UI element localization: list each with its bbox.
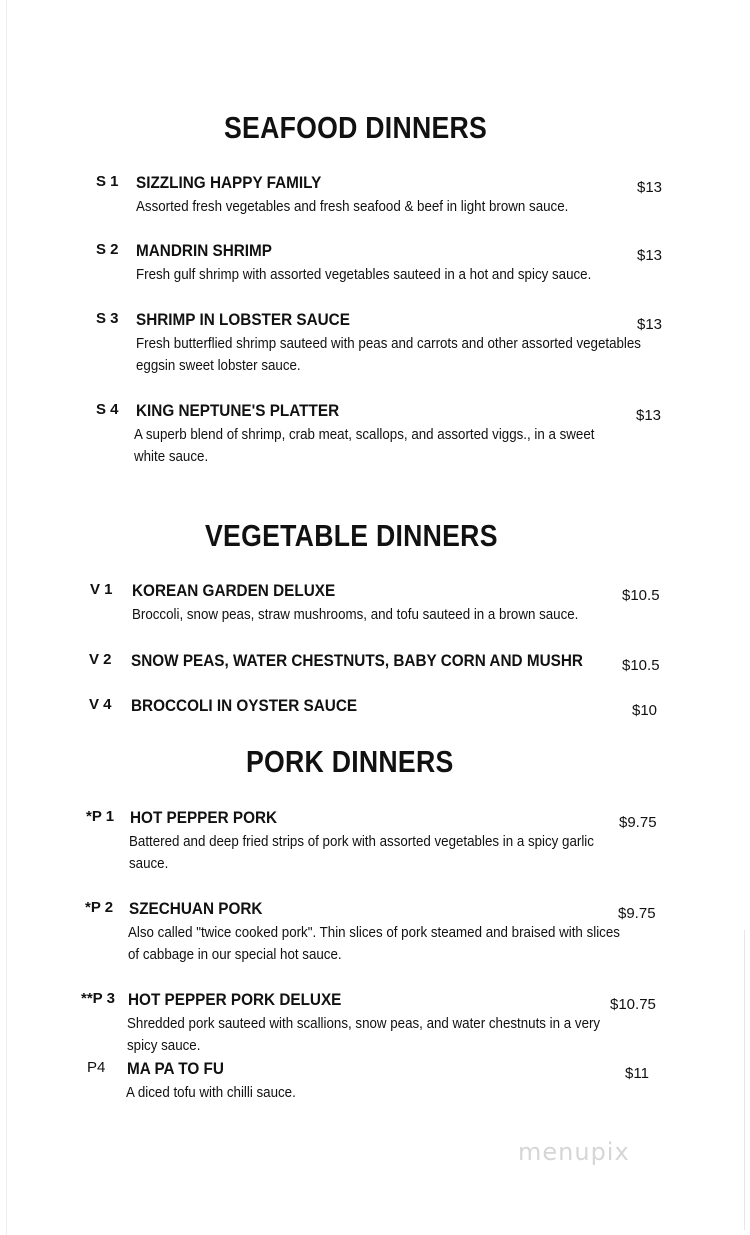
item-name: KING NEPTUNE'S PLATTER <box>136 401 340 420</box>
item-price: $13 <box>636 407 662 424</box>
item-name: MANDRIN SHRIMP <box>136 241 272 260</box>
item-price: $9.75 <box>618 905 656 922</box>
item-description: Fresh gulf shrimp with assorted vegetables sauteed in a hot and spicy sauce. <box>136 267 592 283</box>
item-price: $10.5 <box>622 587 660 604</box>
item-description: Assorted fresh vegetables and fresh seafood & beef in light brown sauce. <box>136 199 569 215</box>
item-name: MA PA TO FU <box>127 1059 224 1078</box>
item-description: Battered and deep fried strips of pork with assorted vegetables in a spicy garlic sauce. <box>129 834 594 872</box>
item-name: SIZZLING HAPPY FAMILY <box>136 173 322 192</box>
item-price: $13 <box>637 179 663 196</box>
item-name: SZECHUAN PORK <box>129 899 263 918</box>
item-name: HOT PEPPER PORK DELUXE <box>128 990 342 1009</box>
item-code: S 4 <box>96 401 119 418</box>
item-name: SNOW PEAS, WATER CHESTNUTS, BABY CORN AND MUSHR <box>131 651 583 670</box>
item-code: S 2 <box>96 241 119 258</box>
item-code: V 1 <box>90 581 113 598</box>
item-code: *P 1 <box>86 808 115 825</box>
item-description: A diced tofu with chilli sauce. <box>126 1085 296 1101</box>
item-description: Broccoli, snow peas, straw mushrooms, and tofu sauteed in a brown sauce. <box>132 607 579 623</box>
item-name: HOT PEPPER PORK <box>130 808 278 827</box>
item-price: $10.75 <box>610 996 656 1013</box>
item-price: $13 <box>637 247 663 264</box>
item-description: Also called "twice cooked pork". Thin slices of pork steamed and braised with slices of cabbage in our special hot sauce. <box>128 925 620 963</box>
item-code: V 2 <box>89 651 112 668</box>
item-price: $10.5 <box>622 657 660 674</box>
item-code: S 3 <box>96 310 119 327</box>
section-title-seafood: SEAFOOD DINNERS <box>224 110 488 145</box>
scan-edge-left <box>6 0 7 1235</box>
item-description: A superb blend of shrimp, crab meat, scallops, and assorted viggs., in a sweet white sauce. <box>134 427 595 465</box>
scan-edge-right <box>744 930 745 1230</box>
item-name: SHRIMP IN LOBSTER SAUCE <box>136 310 350 329</box>
item-price: $13 <box>637 316 663 333</box>
section-title-vegetable: VEGETABLE DINNERS <box>205 518 498 553</box>
item-code: **P 3 <box>81 990 115 1007</box>
item-description: Shredded pork sauteed with scallions, snow peas, and water chestnuts in a very spicy sauce. <box>127 1016 601 1054</box>
section-title-pork: PORK DINNERS <box>246 744 454 779</box>
item-code: S 1 <box>96 173 119 190</box>
item-price: $9.75 <box>619 814 657 831</box>
item-name: BROCCOLI IN OYSTER SAUCE <box>131 696 358 715</box>
item-price: $11 <box>625 1065 649 1082</box>
item-code: V 4 <box>89 696 112 713</box>
item-description: Fresh butterflied shrimp sauteed with peas and carrots and other assorted vegetables eggsin sweet lobster sauce. <box>136 336 641 374</box>
item-code: *P 2 <box>85 899 114 916</box>
menupix-watermark: menupix <box>518 1138 630 1166</box>
item-code: P4 <box>87 1059 106 1076</box>
item-price: $10 <box>632 702 658 719</box>
item-name: KOREAN GARDEN DELUXE <box>132 581 336 600</box>
